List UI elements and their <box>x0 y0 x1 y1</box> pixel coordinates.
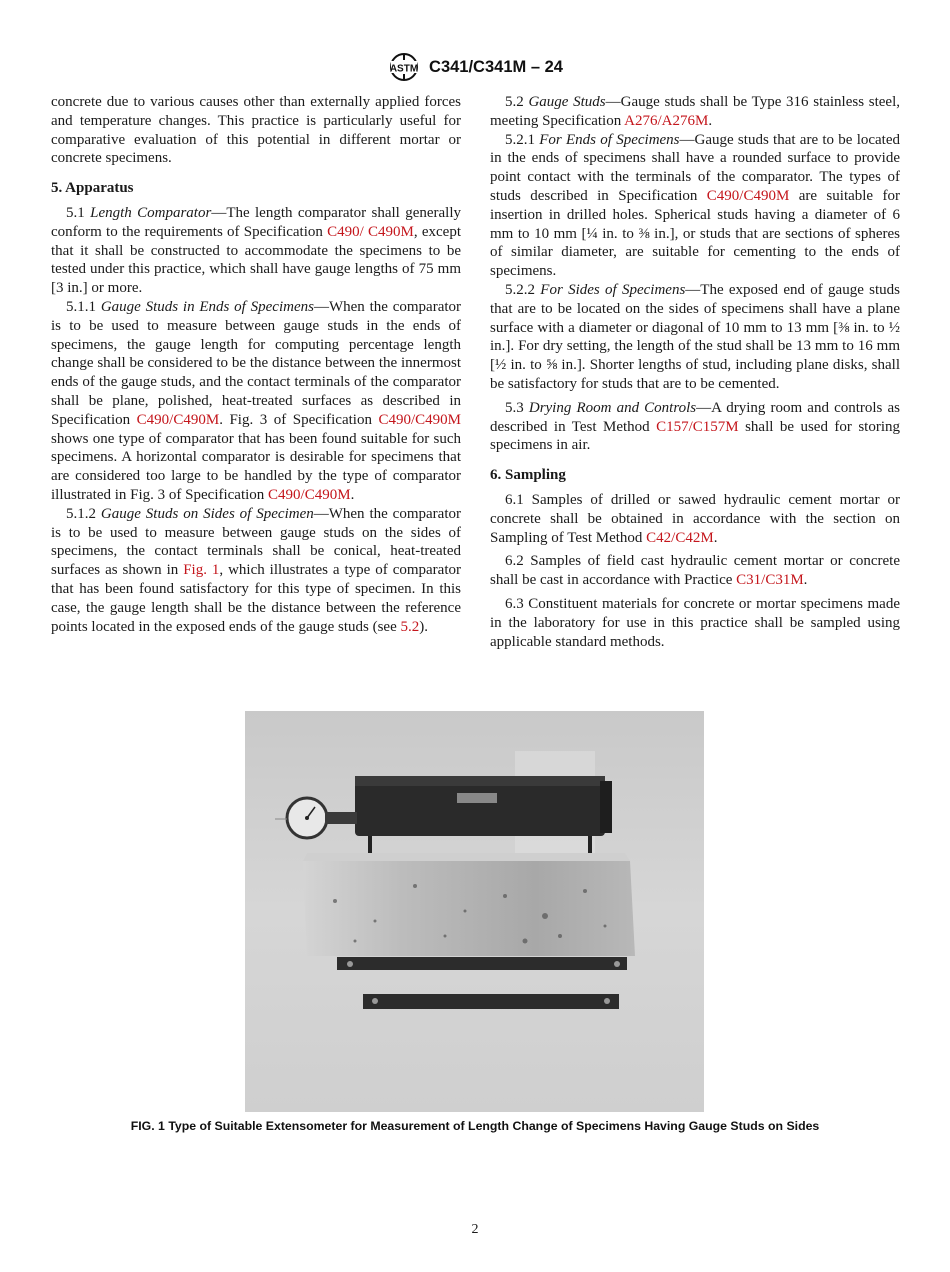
page-number: 2 <box>471 1222 479 1237</box>
section-heading-sampling: 6. Sampling <box>490 467 566 484</box>
reference-link[interactable]: C490/C490M <box>268 486 351 503</box>
paragraph-5-3: 5.3 Drying Room and Controls—A drying room and controls as described in Test Method C157/C157M shall be used for storing specimens in air. <box>490 399 901 454</box>
subsection-title: Gauge Studs in Ends of Specimens <box>100 298 314 315</box>
paragraph-5-2-1: 5.2.1 For Ends of Specimens—Gauge studs that are to be located in the ends of specimens shall have a rounded surface to provide point contact with the terminals of the comparator. The types of studs described in Specification C490/C490M are suitable for insertion in drilled holes. Spherical studs having a diameter of 6 mm to 10 mm [¼ in. to ⅜ in.], or studs that are sections of spheres of similar diameter, are suitable for cementing to the ends of specimens. <box>490 131 901 280</box>
subsection-title: Gauge Studs on Sides of Specimen <box>100 505 314 522</box>
right-column <box>490 93 900 651</box>
svg-text:ASTM: ASTM <box>389 63 419 75</box>
reference-link[interactable]: C490/ C490M <box>327 223 414 240</box>
concrete-specimen <box>303 861 635 956</box>
paragraph-5-2-2: 5.2.2 For Sides of Specimens—The exposed end of gauge studs that are to be located on the sides of specimens shall have a plane surface with a diameter or diagonal of 10 mm to 13 mm [⅜ in. to ½ in.]. For dry setting, the length of the stud shall be 13 mm to 16 mm [½ in. to ⅝ in.]. Shorter lengths of stud, including plane disks, shall be satisfactory for studs that are to be cemented. <box>490 281 901 392</box>
paragraph-5-1-1: 5.1.1 Gauge Studs in Ends of Specimens—When the comparator is to be used to measure between gauge studs in the ends of specimens, the gauge length for computing percentage length change shall be considered to be the distance between the innermost ends of the gauge studs, and the contact terminals of the comparator shall be plane, polished, heat-treated surfaces as described in Specification C490/C490M. Fig. 3 of Specification C490/C490M shows one type of comparator that has been found suitable for such specimens. A horizontal comparator is desirable for specimens that are considered too large to be handled by the type of comparator illustrated in Fig. 3 of Specification C490/C490M. <box>51 298 462 503</box>
astm-logo-icon <box>387 52 421 82</box>
reference-link[interactable]: C42/C42M <box>646 529 714 546</box>
section-link[interactable]: 5.2 <box>400 618 420 635</box>
paragraph-6-3: 6.3 Constituent materials for concrete or mortar specimens made in the laboratory for use in this practice shall be sampled using applicable standard methods. <box>490 595 900 650</box>
reference-link[interactable]: C157/C157M <box>656 418 739 435</box>
figure-caption: FIG. 1 Type of Suitable Extensometer for Measurement of Length Change of Specimens Having Gauge Studs on Sides <box>130 1119 820 1133</box>
reference-link[interactable]: C490/C490M <box>706 187 790 204</box>
subsection-title: For Sides of Specimens <box>540 281 686 298</box>
page-header <box>0 50 950 84</box>
reference-link[interactable]: C490/C490M <box>136 411 220 428</box>
subsection-title: Length Comparator <box>90 204 212 221</box>
subsection-title: Gauge Studs <box>528 94 606 110</box>
paragraph-6-1: 6.1 Samples of drilled or sawed hydraulic cement mortar or concrete shall be obtained in accordance with the section on Sampling of Test Method C42/C42M. <box>490 491 900 546</box>
reference-link[interactable]: C31/C31M <box>736 572 804 589</box>
reference-link[interactable]: A276/A276M <box>624 112 709 129</box>
reference-bar <box>363 994 619 1009</box>
paragraph-5-1: 5.1 Length Comparator—The length comparator shall generally conform to the requirements of Specification C490/ C490M, except that it shall be constructed to accommodate the specimens to be tested under this practice, which shall have gauge lengths of 75 mm [3 in.] or more. <box>51 204 462 297</box>
left-column <box>51 93 461 636</box>
intro-paragraph: concrete due to various causes other than externally applied forces and temperature changes. This practice is particularly useful for comparative evaluation of this potential in different mortar or concrete specimens. <box>51 94 461 167</box>
figure-link[interactable]: Fig. 1 <box>183 562 220 579</box>
figure-1-photo <box>245 711 704 1112</box>
standard-designation: C341/C341M – 24 <box>429 57 563 76</box>
paragraph-5-1-2: 5.1.2 Gauge Studs on Sides of Specimen—When the comparator is to be used to measure between gauge studs on the sides of specimens, the contact terminals shall be conical, heat-treated surfaces as shown in Fig. 1, which illustrates a type of comparator that has been found satisfactory for this type of specimen. In this case, the gauge length shall be the distance between the reference points located in the exposed ends of the gauge studs (see 5.2). <box>51 505 461 635</box>
section-heading-apparatus: 5. Apparatus <box>51 180 134 197</box>
paragraph-5-2: 5.2 Gauge Studs—Gauge studs shall be Type 316 stainless steel, meeting Specification A276/A276M. <box>490 94 900 129</box>
reference-bar <box>337 957 627 970</box>
reference-link[interactable]: C490/C490M <box>378 411 461 428</box>
subsection-title: For Ends of Specimens <box>539 131 680 148</box>
subsection-title: Drying Room and Controls <box>528 399 697 416</box>
paragraph-6-2: 6.2 Samples of field cast hydraulic cement mortar or concrete shall be cast in accordance with Practice C31/C31M. <box>490 553 900 589</box>
